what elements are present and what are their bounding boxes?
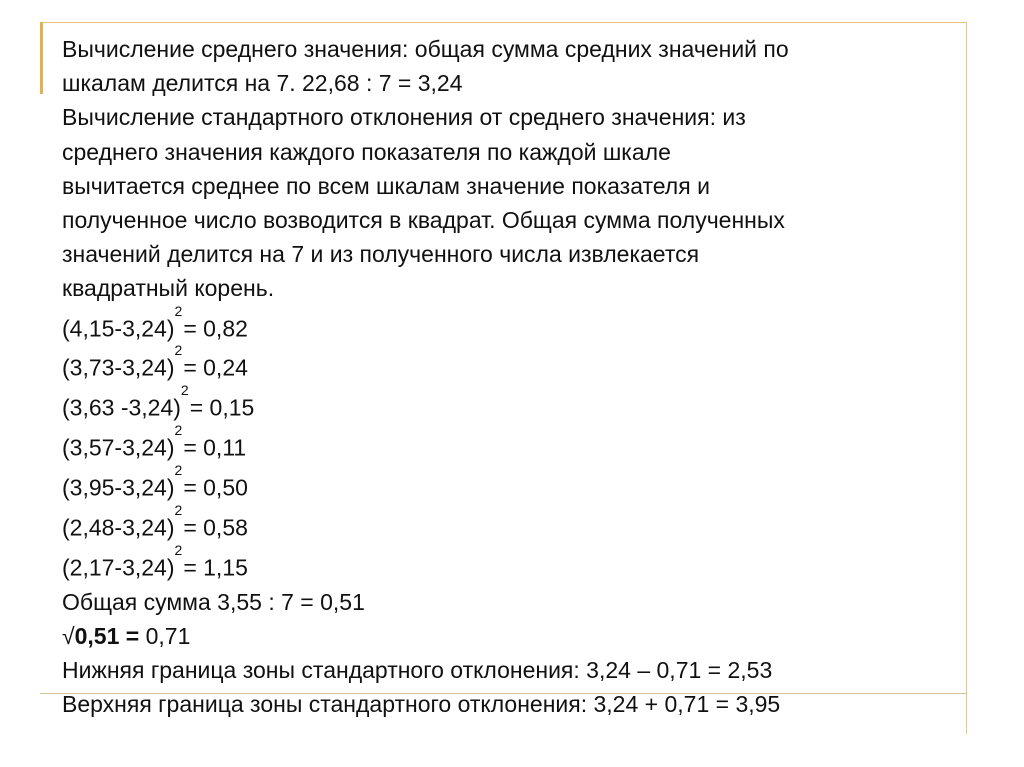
equation-line (62, 501, 952, 545)
equation-result: = 0,11 (183, 434, 247, 461)
frame-right-line (966, 22, 967, 734)
paragraph-line: шкалам делится на 7. 22,68 : 7 = 3,24 (62, 70, 463, 97)
equation-base: (3,57-3,24) (62, 434, 175, 461)
equation-line (62, 462, 952, 505)
equation-exponent: 2 (180, 382, 189, 399)
paragraph-line: Вычисление стандартного отклонения от среднего значения: из (62, 104, 746, 131)
equation-result: = 0,50 (183, 474, 248, 501)
paragraph-line: квадратный корень. (62, 275, 275, 302)
equation-base: (2,48-3,24) (62, 514, 175, 541)
paragraph-line: полученное число возводится в квадрат. Общая сумма полученных (62, 207, 785, 234)
equation-base: (3,95-3,24) (62, 474, 175, 501)
sqrt-value: 0,51 = (74, 622, 140, 649)
equation-result: = 0,82 (183, 315, 248, 342)
paragraph-line: среднего значения каждого показателя по каждой шкале (62, 138, 671, 165)
equation-base: (4,15-3,24) (62, 315, 175, 342)
equation-exponent: 2 (174, 302, 183, 319)
paragraph-line: значений делится на 7 и из полученного числа извлекается (62, 241, 700, 268)
slide-text (62, 32, 952, 721)
equation-line (62, 342, 952, 385)
equation-base: (3,63 -3,24) (62, 395, 181, 421)
frame-top-line (40, 22, 966, 23)
sqrt-line (62, 619, 952, 653)
paragraph-line: Вычисление среднего значения: общая сумма средних значений по (62, 36, 789, 62)
sqrt-symbol: √ (62, 622, 75, 649)
paragraph-line: вычитается среднее по всем шкалам значение показателя и (62, 172, 710, 199)
frame-left-accent (40, 22, 43, 94)
equation-line (62, 541, 952, 585)
upper-bound-line: Верхняя граница зоны стандартного отклонения: 3,24 + 0,71 = 3,95 (62, 691, 781, 718)
equation-base: (2,17-3,24) (62, 554, 175, 581)
equation-result: = 0,58 (183, 514, 248, 541)
equation-result: = 0,24 (183, 355, 248, 382)
equation-result: = 0,15 (189, 395, 255, 421)
equation-line (62, 382, 952, 425)
total-line: Общая сумма 3,55 : 7 = 0,51 (62, 588, 365, 615)
equation-result: = 1,15 (183, 554, 248, 581)
lower-bound-line: Нижняя граница зоны стандартного отклонения: 3,24 – 0,71 = 2,53 (62, 657, 773, 684)
equation-line (62, 302, 952, 346)
equation-line (62, 422, 952, 465)
equation-exponent: 2 (174, 501, 183, 518)
equation-exponent: 2 (174, 462, 183, 479)
equation-exponent: 2 (174, 422, 183, 439)
equation-base: (3,73-3,24) (62, 355, 175, 382)
equation-exponent: 2 (174, 541, 183, 558)
equation-exponent: 2 (174, 342, 183, 359)
sqrt-result: 0,71 (145, 622, 191, 649)
